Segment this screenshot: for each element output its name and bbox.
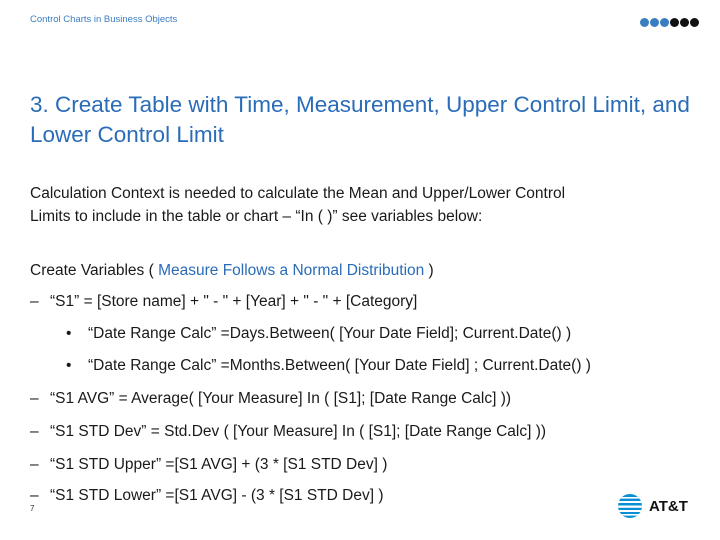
- slide-title: 3. Create Table with Time, Measurement, Upper Control Limit, and Lower Control Limit: [30, 92, 690, 147]
- page-number: 7: [30, 504, 35, 513]
- list-item: [30, 484, 384, 507]
- variables-heading: [30, 259, 434, 282]
- dots-icon: [640, 18, 699, 27]
- list-item-text: “S1 STD Dev” = Std.Dev ( [Your Measure] In ( [S1]; [Date Range Calc] )): [50, 423, 547, 440]
- list-marker: –: [30, 293, 39, 310]
- list-marker: –: [30, 487, 39, 504]
- list-item: [30, 290, 417, 313]
- att-logo: [617, 493, 688, 519]
- list-marker: –: [30, 423, 39, 440]
- variables-heading-highlight: Measure Follows a Normal Distribution: [158, 262, 425, 279]
- list-item: [30, 453, 387, 476]
- att-globe-icon: [617, 493, 643, 519]
- list-item-text: “S1” = [Store name] + " - " + [Year] + " - " + [Category]: [50, 293, 418, 310]
- list-marker: •: [66, 325, 72, 342]
- list-item-text: “Date Range Calc” =Months.Between( [Your Date Field] ; Current.Date() ): [88, 357, 591, 374]
- intro-line-1: Calculation Context is needed to calculate the Mean and Upper/Lower Control: [30, 185, 566, 202]
- list-item: [30, 354, 591, 377]
- list-item: [30, 322, 571, 345]
- logo-text: AT&T: [649, 497, 688, 515]
- variables-heading-prefix: Create Variables (: [30, 262, 159, 279]
- list-item: [30, 387, 511, 410]
- intro-line-2: Limits to include in the table or chart – “In ( )” see variables below:: [30, 208, 483, 225]
- list-marker: –: [30, 456, 39, 473]
- list-item-text: “Date Range Calc” =Days.Between( [Your Date Field]; Current.Date() ): [88, 325, 572, 342]
- list-item: [30, 420, 546, 443]
- list-item-text: “S1 STD Lower” =[S1 AVG] - (3 * [S1 STD Dev] ): [50, 487, 384, 504]
- slide-header: Control Charts in Business Objects: [30, 14, 178, 25]
- list-marker: •: [66, 357, 72, 374]
- variables-heading-suffix: ): [424, 262, 434, 279]
- list-marker: –: [30, 390, 39, 407]
- list-item-text: “S1 AVG” = Average( [Your Measure] In ( [S1]; [Date Range Calc] )): [50, 390, 512, 407]
- list-item-text: “S1 STD Upper” =[S1 AVG] + (3 * [S1 STD Dev] ): [50, 456, 388, 473]
